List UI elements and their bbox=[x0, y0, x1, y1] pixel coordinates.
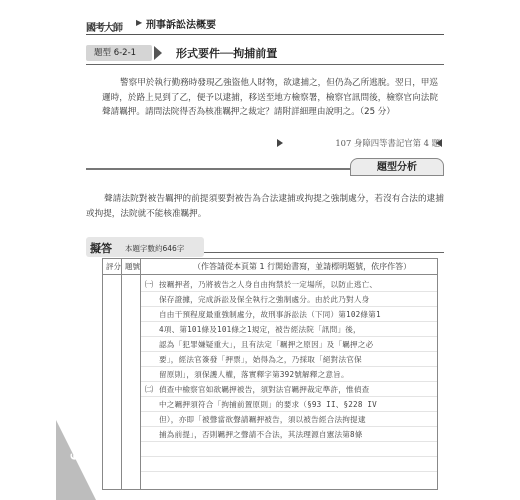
item-number: ㈠ bbox=[145, 280, 153, 289]
header-score: 評分 bbox=[106, 262, 121, 271]
grid-line bbox=[141, 456, 437, 457]
answer-divider bbox=[204, 252, 444, 253]
question-label: 題型 6-2-1 bbox=[86, 45, 152, 61]
answer-line: 中之羈押須符合「拘捕前置原則」的要求（§93 II、§228 IV bbox=[159, 400, 377, 409]
question-arrow-icon bbox=[154, 46, 162, 60]
grid-column-divider bbox=[121, 259, 122, 489]
answer-line: 按羈押者，乃將被告之人身自由拘禁於一定場所，以防止逃亡、 bbox=[159, 280, 378, 289]
header-instruction: （作答請從本頁第 1 行開始書寫，並請標明題號，依序作答） bbox=[193, 262, 412, 271]
answer-line: 要」，經法官簽發「押票」，始得為之，乃採取「絕對法官保 bbox=[159, 355, 362, 364]
answer-word-count: 本題字數約646字 bbox=[125, 244, 185, 253]
question-title: 形式要件──拘捕前置 bbox=[176, 47, 278, 60]
header-divider bbox=[86, 34, 444, 35]
answer-line: 留原則」，須保護人權，落實釋字第392號解釋之意旨。 bbox=[159, 370, 349, 379]
answer-line: 保存證據，完成訴訟及保全執行之強制處分。由於此乃對人身 bbox=[159, 295, 370, 304]
answer-sheet bbox=[102, 258, 438, 490]
logo-text: 國考大師 bbox=[86, 23, 122, 34]
grid-line bbox=[141, 471, 437, 472]
header-arrow-icon: ▶ bbox=[136, 18, 143, 27]
answer-line: 捕為前提」，否則羈押之聲請不合法，其法理源自憲法第8條 bbox=[159, 430, 363, 439]
source-arrow-left-icon bbox=[277, 139, 283, 147]
answer-line: 偵查中檢察官如欲羈押被告，須對法官羈押裁定準許，惟偵查 bbox=[159, 385, 370, 394]
chapter-title: 刑事訴訟法概要 bbox=[146, 20, 216, 31]
page-number: 6-20 bbox=[68, 432, 82, 461]
source-arrow-right-icon bbox=[436, 139, 442, 147]
question-divider bbox=[86, 64, 444, 65]
analysis-tab: 題型分析 bbox=[350, 158, 444, 176]
answer-line: 自由干預程度最重強制處分，故刑事訴訟法（下同）第102條第1 bbox=[159, 310, 381, 319]
question-body: 警察甲於執行勤務時發現乙強盜他人財物，欲逮捕之，但仍為乙所逃脫。翌日，甲巡邏時，於路上見到了乙，便予以逮捕，移送至地方檢察署，檢察官訊問後，檢察官向法院聲請羈押。請問法院得否為核准羈押之裁定？請附詳細理由說明之。（25 分） bbox=[102, 78, 438, 117]
question-source: 107 身障四等書記官第 4 題 bbox=[335, 138, 440, 148]
grid-column-divider bbox=[140, 259, 141, 489]
header-topic: 題號 bbox=[125, 262, 140, 271]
publisher-logo bbox=[86, 16, 128, 34]
answer-line: 但），亦即「被聲當欲聲請羈押被告，須以被告經合法拘提逮 bbox=[159, 415, 366, 424]
item-number: ㈡ bbox=[145, 385, 153, 394]
answer-line: 4項、第101條及101條之1規定，被告經法院「訊問」後， bbox=[159, 325, 361, 334]
answer-title: 擬答 bbox=[90, 242, 112, 255]
analysis-body: 聲請法院對被告羈押的前提須要對被告為合法逮捕或拘提之強制處分，若沒有合法的逮捕或拘提，法院就不能核准羈押。 bbox=[86, 194, 444, 219]
answer-line: 認為「犯罪嫌疑重大」，且有法定「羈押之原因」及「羈押之必 bbox=[159, 340, 374, 349]
